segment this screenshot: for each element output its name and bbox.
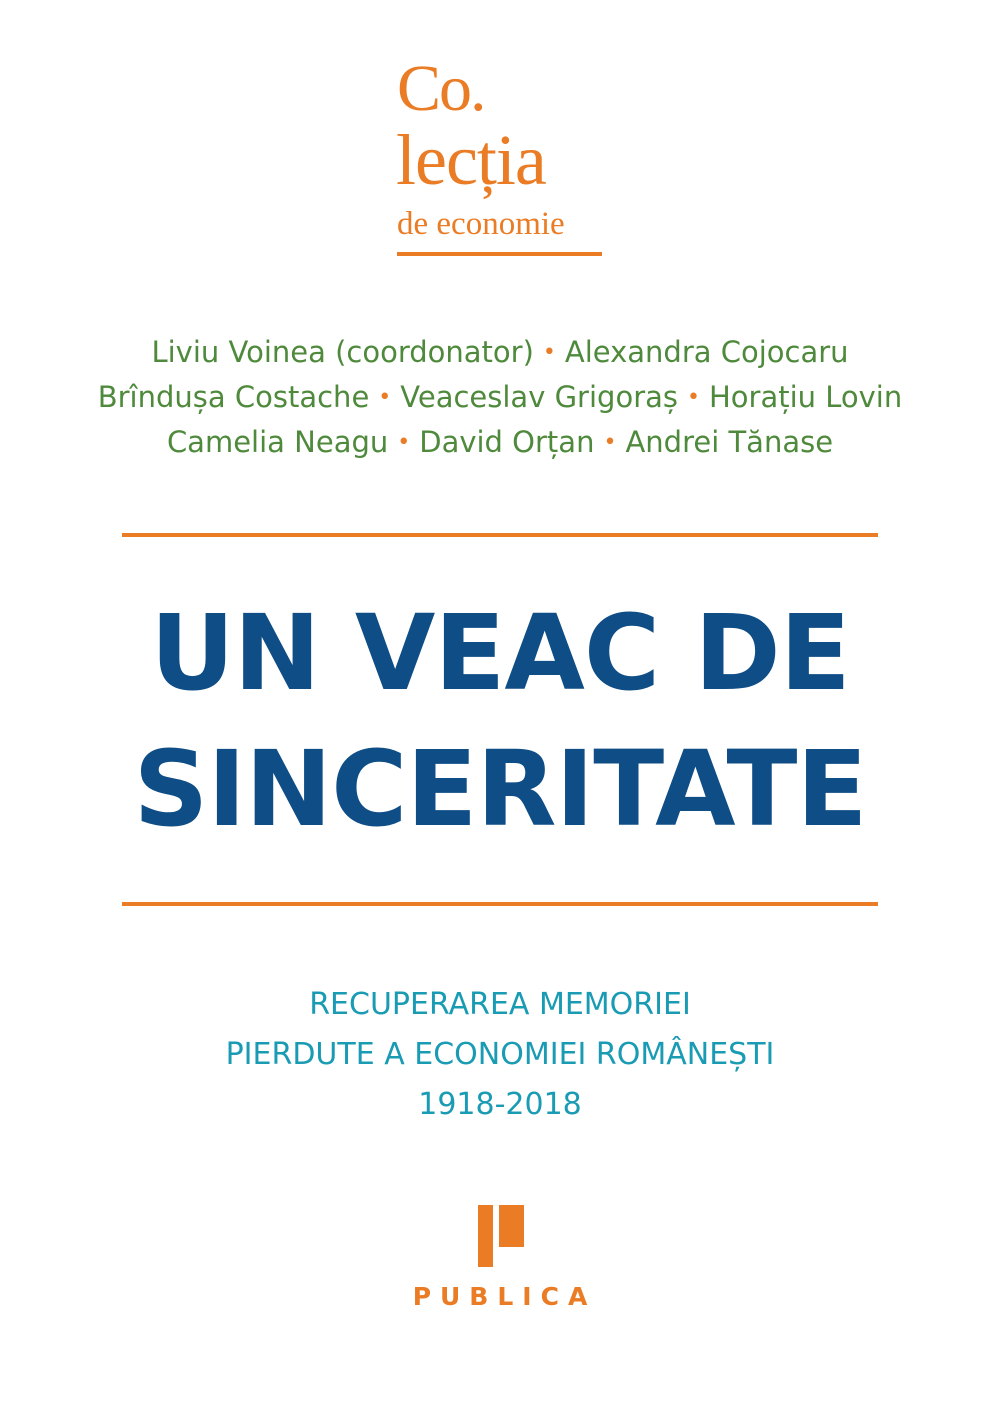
author-separator: • [397, 430, 411, 455]
author-name: Andrei Tănase [625, 425, 834, 459]
collection-logo-line3: de economie [397, 206, 565, 242]
book-title-line-2: SINCERITATE [133, 728, 867, 850]
author-name: Horațiu Lovin [708, 380, 903, 414]
author-separator: • [687, 385, 700, 410]
book-subtitle [0, 980, 1000, 1130]
subtitle-line-3: 1918-2018 [418, 1087, 582, 1122]
author-line-3 [0, 420, 1000, 465]
author-name: Alexandra Cojocaru [564, 335, 849, 369]
author-name: Brîndușa Costache [97, 380, 370, 414]
collection-logo-line2: lecția [396, 120, 546, 200]
book-title-line-1: UN VEAC DE [150, 592, 850, 714]
author-line-2 [0, 375, 1000, 420]
author-name: Liviu Voinea (coordonator) [151, 335, 534, 369]
author-separator: • [542, 340, 556, 365]
author-separator: • [603, 430, 617, 455]
publisher-name: PUBLICA [412, 1282, 597, 1311]
author-name: Camelia Neagu [166, 425, 389, 459]
author-list [0, 330, 1000, 465]
subtitle-line-1: RECUPERAREA MEMORIEI [309, 987, 691, 1022]
publica-p-icon [478, 1205, 524, 1267]
author-name: Veaceslav Grigoraș [400, 380, 678, 414]
author-separator: • [378, 385, 392, 410]
author-line-1 [0, 330, 1000, 375]
subtitle-line-2: PIERDUTE A ECONOMIEI ROMÂNEȘTI [225, 1037, 775, 1072]
author-name: David Orțan [419, 425, 595, 459]
collection-logo [392, 52, 612, 262]
collection-logo-line1: Co. [397, 52, 485, 125]
book-title [0, 585, 1000, 857]
title-rule-bottom [122, 902, 878, 906]
title-rule-top [122, 533, 878, 537]
collection-logo-underline [397, 252, 602, 256]
